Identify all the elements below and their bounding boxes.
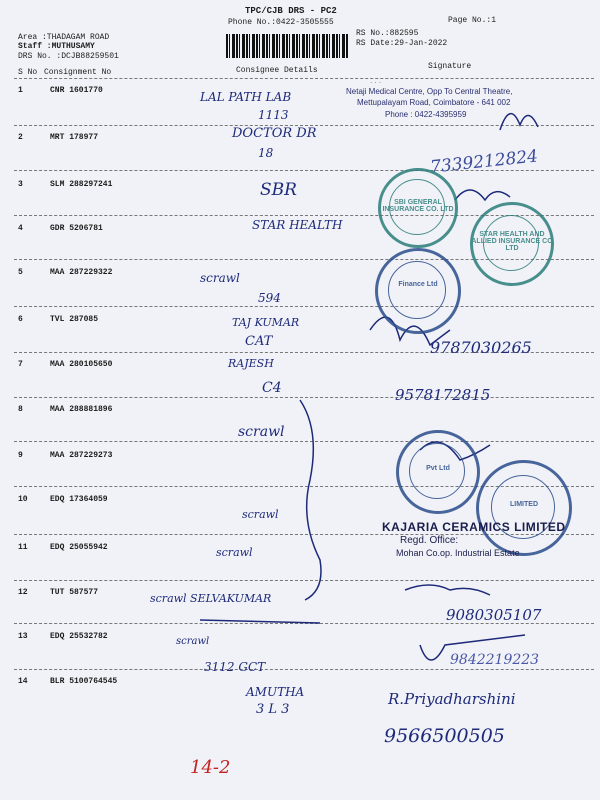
handwritten-consignee: 3 L 3 — [256, 702, 290, 717]
limited-stamp: LIMITED — [476, 460, 572, 556]
kajaria-company-name: KAJARIA CERAMICS LIMITED — [382, 520, 566, 534]
handwritten-consignee: STAR HEALTH — [252, 218, 343, 232]
page-number: Page No.:1 — [448, 16, 497, 25]
handwritten-phone: 9842219223 — [450, 652, 540, 668]
handwritten-consignee: 18 — [258, 146, 274, 160]
consignment-number: EDQ 25055942 — [50, 543, 108, 552]
star-health-stamp: STAR HEALTH AND ALLIED INSURANCE CO LTD — [470, 202, 554, 286]
handwritten-consignee: TAJ KUMAR — [232, 316, 300, 329]
handwritten-phone: 7339212824 — [429, 146, 539, 178]
col-consignee: Consignee Details — [236, 66, 318, 75]
consignment-number: CNR 1601770 — [50, 86, 103, 95]
area-label: Area :THADAGAM ROAD — [18, 33, 110, 42]
handwritten-mark: 14-2 — [190, 757, 231, 778]
row-number: 8 — [18, 405, 23, 414]
consignment-number: MAA 288881896 — [50, 405, 113, 414]
row-number: 13 — [18, 632, 28, 641]
finance-stamp: Finance Ltd — [375, 248, 461, 334]
col-sno: S No — [18, 68, 38, 77]
kajaria-office: Regd. Office: — [400, 535, 459, 546]
phone-number: Phone No.:0422-3505555 — [228, 18, 334, 27]
row-number: 14 — [18, 677, 28, 686]
handwritten-consignee: CAT — [245, 334, 273, 349]
handwritten-consignee: scrawl SELVAKUMAR — [150, 592, 272, 605]
handwritten-consignee: LAL PATH LAB — [200, 90, 292, 104]
row-number: 11 — [18, 543, 28, 552]
row-number: 2 — [18, 133, 23, 142]
clinic-address-2: Mettupalayam Road, Coimbatore - 641 002 — [357, 98, 511, 107]
row-number: 3 — [18, 180, 23, 189]
consignment-number: EDQ 25532782 — [50, 632, 108, 641]
rs-date: RS Date:29-Jan-2022 — [356, 39, 448, 48]
handwritten-signature-name: R.Priyadharshini — [388, 690, 516, 708]
row-number: 1 — [18, 86, 23, 95]
consignment-number: MRT 178977 — [50, 133, 99, 142]
handwritten-consignee: scrawl — [200, 271, 240, 285]
handwritten-consignee: scrawl — [242, 508, 279, 521]
handwritten-consignee: 3112 GCT — [204, 660, 266, 674]
kajaria-address: Mohan Co.op. Industrial Estate — [396, 548, 520, 558]
clinic-line-faded: . . . — [370, 76, 382, 85]
handwritten-phone: 9787030265 — [430, 338, 532, 357]
handwritten-consignee: 1113 — [258, 108, 289, 122]
consignment-number: MAA 287229273 — [50, 451, 113, 460]
handwritten-consignee: 594 — [258, 291, 281, 305]
col-consignment: Consignment No — [44, 68, 112, 77]
row-number: 4 — [18, 224, 23, 233]
handwritten-consignee: scrawl — [216, 546, 253, 559]
row-number: 9 — [18, 451, 23, 460]
row-number: 10 — [18, 495, 28, 504]
clinic-phone: Phone : 0422-4395959 — [385, 110, 467, 119]
handwritten-consignee: scrawl — [176, 636, 210, 647]
col-signature: Signature — [428, 62, 472, 71]
row-number: 12 — [18, 588, 28, 597]
private-limited-stamp: Pvt Ltd — [396, 430, 480, 514]
consignment-number: BLR 5100764545 — [50, 677, 118, 686]
drs-number: DRS No. :DCJB88259501 — [18, 52, 119, 61]
row-number: 7 — [18, 360, 23, 369]
handwritten-phone: 9566500505 — [384, 725, 505, 747]
clinic-address-1: Netaji Medical Centre, Opp To Central Theatre, — [346, 87, 513, 96]
handwritten-phone: 9080305107 — [446, 606, 542, 624]
consignment-number: TVL 287085 — [50, 315, 99, 324]
consignment-number: MAA 287229322 — [50, 268, 113, 277]
consignment-number: EDQ 17364059 — [50, 495, 108, 504]
staff-label: Staff :MUTHUSAMY — [18, 42, 95, 51]
sbi-insurance-stamp: SBI GENERAL INSURANCE CO. LTD — [378, 168, 458, 248]
handwritten-phone: 9578172815 — [395, 386, 491, 404]
handwritten-consignee: SBR — [260, 180, 297, 200]
handwritten-consignee: DOCTOR DR — [232, 126, 317, 141]
consignment-number: SLM 288297241 — [50, 180, 113, 189]
rs-number: RS No.:882595 — [356, 29, 419, 38]
handwritten-consignee: C4 — [262, 380, 282, 396]
row-number: 5 — [18, 268, 23, 277]
handwritten-consignee: scrawl — [238, 424, 285, 440]
document-title: TPC/CJB DRS - PC2 — [245, 6, 337, 16]
consignment-number: TUT 587577 — [50, 588, 99, 597]
consignment-number: GDR 5206781 — [50, 224, 103, 233]
consignment-number: MAA 280105650 — [50, 360, 113, 369]
handwritten-consignee: RAJESH — [228, 357, 274, 370]
row-number: 6 — [18, 315, 23, 324]
handwritten-consignee: AMUTHA — [246, 685, 305, 699]
